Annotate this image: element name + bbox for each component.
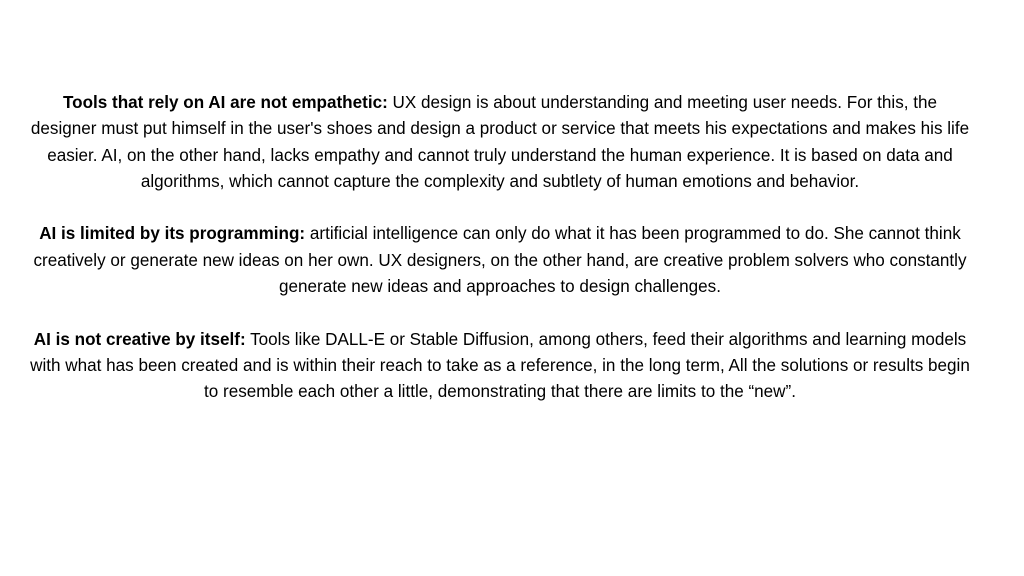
paragraph-heading: Tools that rely on AI are not empathetic:: [62, 93, 388, 112]
paragraph-body: Tools like DALL-E or Stable Diffusion, among others, feed their algorithms and learning models with what has been created and is within their reach to take as a reference, in the long term, All the solutions or results begin to resemble each other a little, demonstrating that there are limits to the “new”.: [30, 329, 970, 402]
paragraph-programming: [30, 221, 970, 300]
paragraph-body: artificial intelligence can only do what it has been programmed to do. She cannot think creatively or generate new ideas on her own. UX designers, on the other hand, are creative problem solvers who constantly generate new ideas and approaches to design challenges.: [33, 224, 967, 297]
paragraph-body: UX design is about understanding and meeting user needs. For this, the designer must put himself in the user's shoes and design a product or service that meets his expectations and makes his life easier. AI, on the other hand, lacks empathy and cannot truly understand the human experience. It is based on data and algorithms, which cannot capture the complexity and subtlety of human emotions and behavior.: [30, 93, 970, 191]
paragraph-empathy: [30, 90, 970, 195]
paragraph-heading: AI is not creative by itself:: [33, 329, 246, 349]
paragraph-heading: AI is limited by its programming:: [39, 224, 306, 244]
paragraph-creativity: [30, 327, 970, 406]
slide-content: [30, 90, 970, 406]
